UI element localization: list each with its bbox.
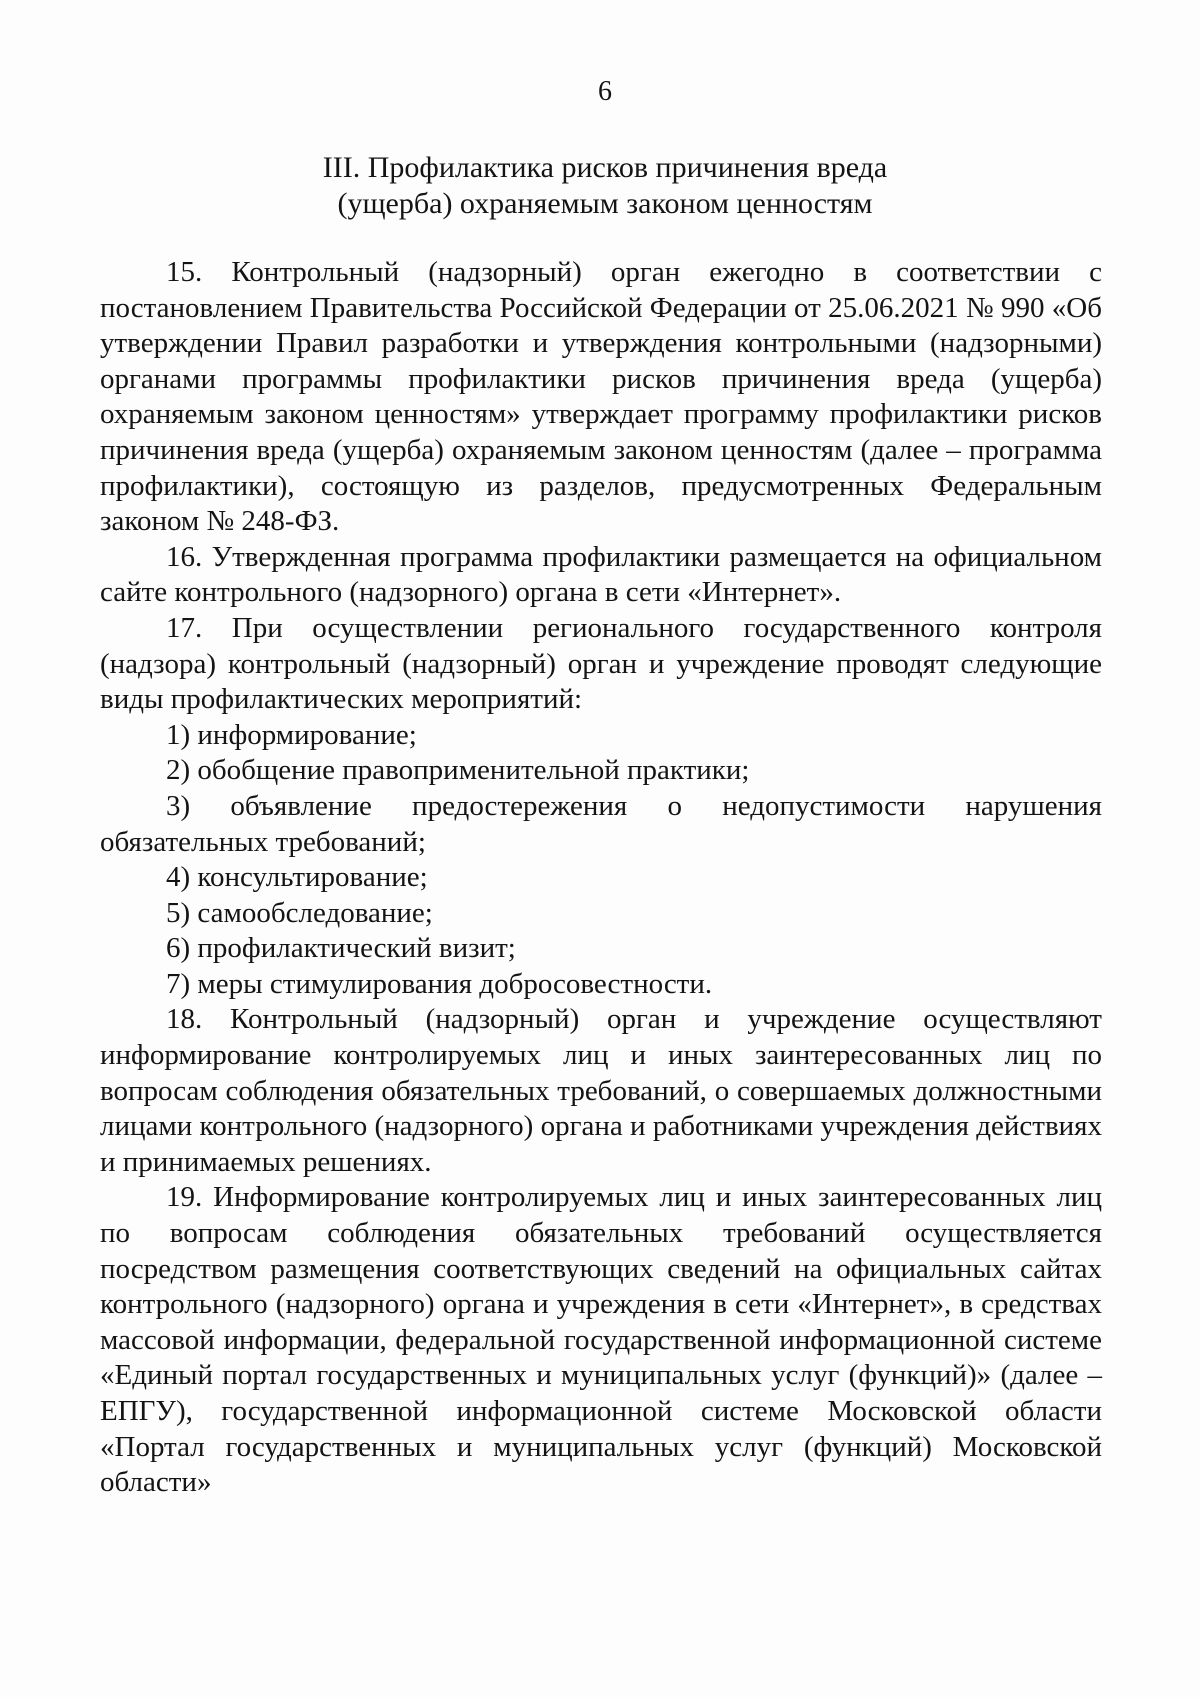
list-item-informing: 1) информирование; [166, 718, 417, 751]
section-heading-line-1: III. Профилактика рисков причинения вреда [322, 151, 888, 184]
list-item-warning: 3) объявление предостережения о недопустимости нарушения обязательных требований; [100, 789, 1102, 858]
list-item-self-inspection: 5) самообследование; [166, 896, 433, 929]
list-item-generalization: 2) обобщение правоприменительной практики; [166, 754, 750, 787]
list-item-preventive-visit: 6) профилактический визит; [166, 932, 516, 965]
paragraph-16: 16. Утвержденная программа профилактики размещается на официальном сайте контрольного (надзорного) органа в сети «Интернет». [100, 540, 1102, 609]
paragraph-17: 17. При осуществлении регионального государственного контроля (надзора) контрольный (надзорный) орган и учреждение проводят следующие виды профилактических мероприятий: [100, 611, 1102, 716]
list-item-incentive-measures: 7) меры стимулирования добросовестности. [166, 967, 713, 1000]
section-heading-line-2: (ущерба) охраняемым законом ценностям [337, 187, 873, 220]
section-heading [0, 150, 1200, 222]
page-number: 6 [598, 76, 612, 107]
paragraph-18: 18. Контрольный (надзорный) орган и учреждение осуществляют информирование контролируемых лиц и иных заинтересованных лиц по вопросам соблюдения обязательных требований, о совершаемых должностными лицами контрольного (надзорного) органа и работниками учреждения действиях и принимаемых решениях. [100, 1003, 1102, 1178]
document-body [100, 255, 1102, 1501]
list-item-consulting: 4) консультирование; [166, 861, 428, 894]
paragraph-15: 15. Контрольный (надзорный) орган ежегодно в соответствии с постановлением Правительства Российской Федерации от 25.06.2021 № 990 «Об утверждении Правил разработки и утверждения контрольными (надзорными) органами программы профилактики рисков причинения вреда (ущерба) охраняемым законом ценностям» утверждает программу профилактики рисков причинения вреда (ущерба) охраняемым законом ценностям (далее – программа профилактики), состоящую из разделов, предусмотренных Федеральным законом № 248-ФЗ. [100, 256, 1102, 538]
paragraph-19: 19. Информирование контролируемых лиц и иных заинтересованных лиц по вопросам соблюдения обязательных требований осуществляется посредством размещения соответствующих сведений на официальных сайтах контрольного (надзорного) органа и учреждения в сети «Интернет», в средствах массовой информации, федеральной государственной информационной системе «Единый портал государственных и муниципальных услуг (функций)» (далее – ЕПГУ), государственной информационной системе Московской области «Портал государственных и муниципальных услуг (функций) Московской области» [100, 1181, 1102, 1499]
